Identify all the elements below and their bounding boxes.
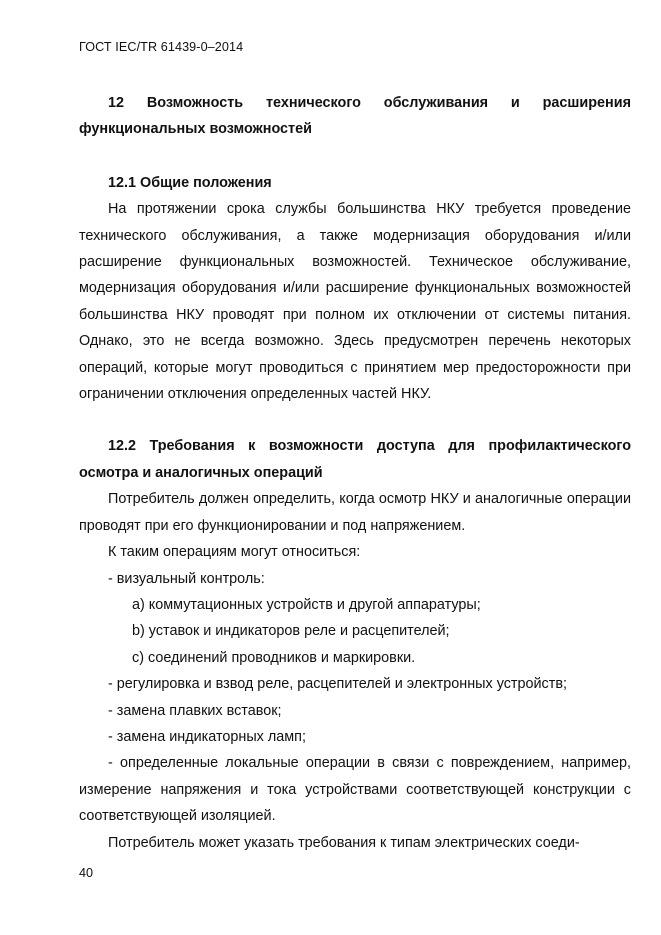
subsection-12-1-title: 12.1 Общие положения [108,174,272,191]
document-header: ГОСТ IEC/TR 61439-0–2014 [79,40,244,54]
document-body [79,90,631,856]
subsection-12-2-title: 12.2 Требования к возможности доступа для профилактического осмотра и аналогичных операций [79,438,631,481]
subsection-12-2-paragraph-2: Потребитель может указать требования к типам электрических соеди- [108,834,580,851]
list-item-visual-control: - визуальный контроль: [108,570,265,587]
subsection-12-1-paragraph: На протяжении срока службы большинства НКУ требуется проведение технического обслуживания, а также модернизация оборудования и/или расширение функциональных возможностей. Техническое обслуживание, модернизация оборудования и/или расширение функциональных возможностей большинства НКУ проводят при полном их отключении от системы питания. Однако, это не всегда возможно. Здесь предусмотрен перечень некоторых операций, которые могут проводиться с принятием мер предосторожности при ограничении отключения определенных частей НКУ. [79,201,631,403]
section-title: 12 Возможность технического обслуживания и расширения функциональных возможностей [79,95,631,138]
list-subitem-b: b) уставок и индикаторов реле и расцепителей; [132,623,450,640]
list-item-fuses: - замена плавких вставок; [108,702,282,719]
operations-intro: К таким операциям могут относиться: [108,544,361,561]
subsection-12-2-paragraph-1: Потребитель должен определить, когда осмотр НКУ и аналогичные операции проводят при его функционировании и под напряжением. [79,491,631,534]
list-item-adjustment: - регулировка и взвод реле, расцепителей и электронных устройств; [108,676,567,693]
list-item-local-operations: - определенные локальные операции в связи с повреждением, например, измерение напряжения и тока устройствами соответствующей конструкции с соответствующей изоляцией. [79,755,631,825]
list-subitem-c: c) соединений проводников и маркировки. [132,649,416,666]
list-subitem-a: a) коммутационных устройств и другой аппаратуры; [132,596,481,613]
page-number: 40 [79,866,94,880]
list-item-lamps: - замена индикаторных ламп; [108,728,306,745]
